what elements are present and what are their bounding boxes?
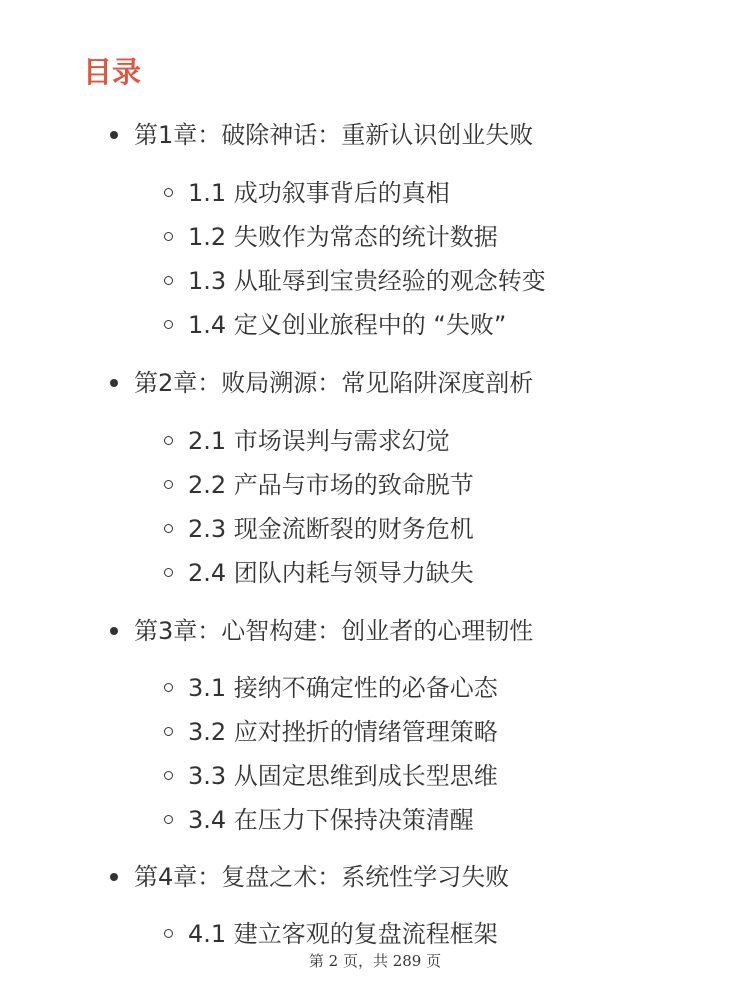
- bullet-circle-icon: [164, 188, 173, 197]
- bullet-circle-icon: [164, 683, 173, 692]
- chapter-4-item: [134, 860, 509, 894]
- section-3-1-item: [188, 671, 498, 705]
- bullet-circle-icon: [164, 727, 173, 736]
- bullet-circle-icon: [164, 929, 173, 938]
- chapter-4-title: 第4章：复盘之术：系统性学习失败: [134, 863, 510, 891]
- chapter-2-title: 第2章：败局溯源：常见陷阱深度剖析: [134, 369, 534, 397]
- bullet-dot-icon: [110, 627, 118, 635]
- section-3-3-title: 3.3 从固定思维到成长型思维: [188, 762, 498, 790]
- section-1-1-item: [188, 176, 450, 210]
- section-1-3-title: 1.3 从耻辱到宝贵经验的观念转变: [188, 267, 546, 295]
- chapter-3-title: 第3章：心智构建：创业者的心理韧性: [134, 617, 534, 645]
- bullet-circle-icon: [164, 815, 173, 824]
- bullet-circle-icon: [164, 232, 173, 241]
- bullet-circle-icon: [164, 320, 173, 329]
- section-3-4-title: 3.4 在压力下保持决策清醒: [188, 806, 474, 834]
- page-number-footer: 第 2 页，共 289 页: [308, 952, 442, 970]
- bullet-circle-icon: [164, 771, 173, 780]
- bullet-circle-icon: [164, 524, 173, 533]
- section-1-3-item: [188, 264, 546, 298]
- bullet-circle-icon: [164, 436, 173, 445]
- bullet-circle-icon: [164, 480, 173, 489]
- section-2-2-item: [188, 468, 474, 502]
- section-2-3-title: 2.3 现金流断裂的财务危机: [188, 515, 474, 543]
- section-2-3-item: [188, 512, 474, 546]
- section-2-4-item: [188, 556, 474, 590]
- section-3-4-item: [188, 803, 474, 837]
- bullet-circle-icon: [164, 568, 173, 577]
- section-3-2-title: 3.2 应对挫折的情绪管理策略: [188, 718, 498, 746]
- section-4-1-title: 4.1 建立客观的复盘流程框架: [188, 920, 498, 948]
- section-1-2-title: 1.2 失败作为常态的统计数据: [188, 223, 498, 251]
- section-1-4-title: 1.4 定义创业旅程中的 “失败”: [188, 311, 507, 339]
- chapter-1-item: [134, 118, 533, 152]
- section-2-4-title: 2.4 团队内耗与领导力缺失: [188, 559, 474, 587]
- bullet-dot-icon: [110, 873, 118, 881]
- chapter-3-item: [134, 614, 533, 648]
- section-2-1-title: 2.1 市场误判与需求幻觉: [188, 427, 450, 455]
- bullet-dot-icon: [110, 379, 118, 387]
- section-3-3-item: [188, 759, 498, 793]
- toc-title: 目录: [83, 55, 142, 89]
- chapter-1-title: 第1章：破除神话：重新认识创业失败: [134, 121, 534, 149]
- section-2-1-item: [188, 424, 450, 458]
- section-2-2-title: 2.2 产品与市场的致命脱节: [188, 471, 474, 499]
- section-4-1-item: [188, 917, 498, 951]
- section-1-1-title: 1.1 成功叙事背后的真相: [188, 179, 450, 207]
- section-3-2-item: [188, 715, 498, 749]
- section-3-1-title: 3.1 接纳不确定性的必备心态: [188, 674, 498, 702]
- chapter-2-item: [134, 366, 533, 400]
- bullet-dot-icon: [110, 131, 118, 139]
- section-1-2-item: [188, 220, 498, 254]
- bullet-circle-icon: [164, 276, 173, 285]
- section-1-4-item: [188, 308, 506, 342]
